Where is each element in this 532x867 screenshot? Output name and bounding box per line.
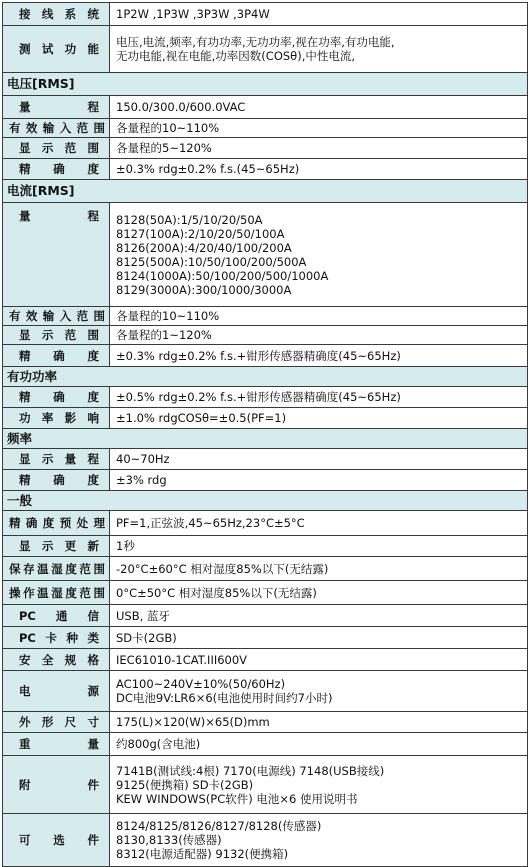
row-i-range [3, 203, 528, 307]
row-g-storage [3, 557, 528, 581]
value-v-display: 各量程的5~120% [110, 138, 528, 159]
label-g-storage: 保存温湿度范围 [3, 557, 110, 581]
label-i-accuracy: 精确度 [3, 345, 110, 367]
label-g-precond: 精确度预处理 [3, 511, 110, 536]
row-g-safety [3, 649, 528, 671]
row-functions [3, 26, 528, 73]
label-v-input: 有效输入范围 [3, 119, 110, 138]
label-g-card: PC卡种类 [3, 627, 110, 649]
label-v-range: 量程 [3, 96, 110, 119]
row-g-optional [3, 814, 528, 867]
row-v-range [3, 96, 528, 119]
label-g-pc: PC通信 [3, 605, 110, 627]
label-p-effect: 功率影响 [3, 408, 110, 429]
row-g-operation [3, 581, 528, 605]
label-wiring: 接线系统 [3, 3, 110, 26]
label-functions: 测试功能 [3, 26, 110, 73]
row-f-accuracy [3, 470, 528, 491]
label-g-size: 外形尺寸 [3, 712, 110, 733]
row-i-input [3, 307, 528, 326]
row-v-input [3, 119, 528, 138]
row-p-effect [3, 408, 528, 429]
label-p-accuracy: 精确度 [3, 387, 110, 408]
label-g-safety: 安全规格 [3, 649, 110, 671]
value-f-range: 40~70Hz [110, 449, 528, 470]
value-f-accuracy: ±3% rdg [110, 470, 528, 491]
value-functions: 电压,电流,频率,有功功率,无功功率,视在功率,有功电能, 无功电能,视在电能,功率因数(COSθ),中性电流, [110, 26, 528, 73]
label-g-operation: 操作温湿度范围 [3, 581, 110, 605]
section-general [3, 491, 528, 511]
row-g-size [3, 712, 528, 733]
row-g-pc [3, 605, 528, 627]
row-g-power [3, 671, 528, 712]
label-g-power: 电源 [3, 671, 110, 712]
row-wiring [3, 3, 528, 26]
section-voltage [3, 73, 528, 96]
value-g-optional: 8124/8125/8126/8127/8128(传感器) 8130,8133(传感器) 8312(电源适配器) 9132(便携箱) [110, 814, 528, 867]
row-g-weight [3, 733, 528, 756]
section-title-frequency: 频率 [3, 429, 528, 449]
section-title-voltage: 电压[RMS] [3, 73, 528, 96]
value-i-accuracy: ±0.3% rdg±0.2% f.s.+钳形传感器精确度(45~65Hz) [110, 345, 528, 367]
label-i-input: 有效输入范围 [3, 307, 110, 326]
section-title-power: 有功功率 [3, 367, 528, 387]
value-p-accuracy: ±0.5% rdg±0.2% f.s.+钳形传感器精确度(45~65Hz) [110, 387, 528, 408]
section-frequency [3, 429, 528, 449]
label-i-range: 量程 [3, 203, 110, 307]
row-v-accuracy [3, 159, 528, 180]
value-g-size: 175(L)×120(W)×65(D)mm [110, 712, 528, 733]
value-g-storage: -20°C±60°C 相对湿度85%以下(无结露) [110, 557, 528, 581]
row-v-display [3, 138, 528, 159]
row-f-range [3, 449, 528, 470]
section-title-current: 电流[RMS] [3, 180, 528, 203]
section-current [3, 180, 528, 203]
value-v-input: 各量程的10~110% [110, 119, 528, 138]
value-i-input: 各量程的10~110% [110, 307, 528, 326]
value-g-pc: USB, 蓝牙 [110, 605, 528, 627]
value-p-effect: ±1.0% rdgCOSθ=±0.5(PF=1) [110, 408, 528, 429]
label-g-refresh: 显示更新 [3, 536, 110, 557]
label-g-optional: 可选件 [3, 814, 110, 867]
row-g-refresh [3, 536, 528, 557]
label-f-range: 显示量程 [3, 449, 110, 470]
row-i-display [3, 326, 528, 345]
label-v-display: 显示范围 [3, 138, 110, 159]
value-g-accessories: 7141B(测试线:4根) 7170(电源线) 7148(USB接线) 9125(便携箱) SD卡(2GB) KEW WINDOWS(PC软件) 电池×6 使用说明书 [110, 756, 528, 814]
value-i-range: 8128(50A):1/5/10/20/50A 8127(100A):2/10/20/50/100A 8126(200A):4/20/40/100/200A 8125(500A):10/50/100/200/500A 8124(1000A):50/100/200/500/1000A 8129(3000A):300/1000/3000A [110, 203, 528, 307]
row-g-card [3, 627, 528, 649]
row-i-accuracy [3, 345, 528, 367]
value-i-display: 各量程的1~120% [110, 326, 528, 345]
value-g-precond: PF=1,正弦波,45~65Hz,23°C±5°C [110, 511, 528, 536]
value-g-card: SD卡(2GB) [110, 627, 528, 649]
value-g-weight: 约800g(含电池) [110, 733, 528, 756]
value-v-accuracy: ±0.3% rdg±0.2% f.s.(45~65Hz) [110, 159, 528, 180]
section-title-general: 一般 [3, 491, 528, 511]
row-p-accuracy [3, 387, 528, 408]
value-g-safety: IEC61010-1CAT.III600V [110, 649, 528, 671]
row-g-precond [3, 511, 528, 536]
label-g-accessories: 附件 [3, 756, 110, 814]
section-power [3, 367, 528, 387]
label-g-weight: 重量 [3, 733, 110, 756]
label-i-display: 显示范围 [3, 326, 110, 345]
spec-table [2, 2, 528, 867]
value-v-range: 150.0/300.0/600.0VAC [110, 96, 528, 119]
value-g-operation: 0°C±50°C 相对湿度85%以下(无结露) [110, 581, 528, 605]
label-v-accuracy: 精确度 [3, 159, 110, 180]
label-f-accuracy: 精确度 [3, 470, 110, 491]
row-g-accessories [3, 756, 528, 814]
value-wiring: 1P2W ,1P3W ,3P3W ,3P4W [110, 3, 528, 26]
value-g-refresh: 1秒 [110, 536, 528, 557]
value-g-power: AC100~240V±10%(50/60Hz) DC电池9V:LR6×6(电池使用时间约7小时) [110, 671, 528, 712]
